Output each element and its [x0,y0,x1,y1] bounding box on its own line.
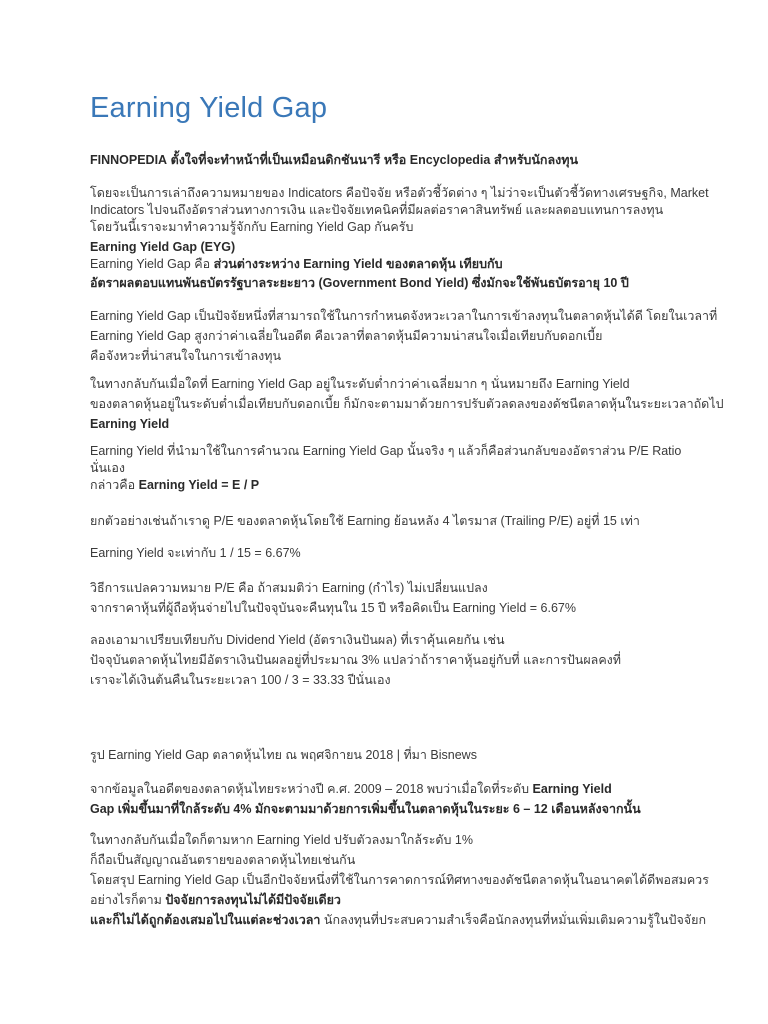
paragraph-example [90,511,690,531]
text-line [90,890,690,910]
text-line: ยกตัวอย่างเช่นถ้าเราดู P/E ของตลาดหุ้นโดยใช้ Earning ย้อนหลัง 4 ไตรมาส (Trailing P/E) อยู่ที่ 15 เท่า [90,514,640,528]
text-line: ก็ถือเป็นสัญญาณอันตรายของตลาดหุ้นไทยเช่นกัน [90,853,356,867]
bold-span: และก็ไม่ได้ถูกต้องเสมอไปในแต่ละช่วงเวลา [90,913,321,927]
text-line [90,779,690,799]
text-line: ปัจจุบันตลาดหุ้นไทยมีอัตราเงินปันผลอยู่ที่ประมาณ 3% แปลว่าถ้าราคาหุ้นอยู่กับที่ และการปันผลคงที่ [90,653,622,667]
text-span: นักลงทุนที่ประสบความสำเร็จคือนักลงทุนที่หมั่นเพิ่มเติมความรู้ในปัจจัยก [320,913,707,927]
text-span: อย่างไรก็ตาม [90,893,166,907]
paragraph-interpretation [90,578,690,618]
figure-caption [90,745,690,765]
brand-name: FINNOPEDIA [90,153,168,167]
text-line: โดยจะเป็นการเล่าถึงความหมายของ Indicators คือปัจจัย หรือตัวชี้วัดต่าง ๆ ไม่ว่าจะเป็นตัวชี้วัดทางเศรษฐกิจ, Market [90,186,709,200]
text-line: เราจะได้เงินต้นคืนในระยะเวลา 100 / 3 = 33.33 ปีนั่นเอง [90,673,391,687]
text-line: Earning Yield Gap เป็นปัจจัยหนึ่งที่สามารถใช้ในการกำหนดจังหวะเวลาในการเข้าลงทุนในตลาดหุ้นได้ดี โดยในเวลาที่ [90,309,718,323]
paragraph-result [90,543,690,563]
text-line: ลองเอามาเปรียบเทียบกับ Dividend Yield (อัตราเงินปันผล) ที่เราคุ้นเคยกัน เช่น [90,633,505,647]
text-line: นั่นเอง [90,461,125,475]
paragraph-indicators [90,183,709,237]
formula: Earning Yield = E / P [138,478,260,492]
bold-line: Gap เพิ่มขึ้นมาที่ใกล้ระดับ 4% มักจะตามมาด้วยการเพิ่มขึ้นในตลาดหุ้นในระยะ 6 – 12 เดือนหลังจากนั้น [90,802,641,816]
bold-line: อัตราผลตอบแทนพันธบัตรรัฐบาลระยะยาว (Government Bond Yield) ซึ่งมักจะใช้พันธบัตรอายุ 10 ปี [90,276,629,290]
bold-line: Earning Yield [90,417,170,431]
text-line: ในทางกลับกันเมื่อใดก็ตามหาก Earning Yield ปรับตัวลงมาใกล้ระดับ 1% [90,833,474,847]
paragraph-dividend [90,630,690,690]
caption-line: รูป Earning Yield Gap ตลาดหุ้นไทย ณ พฤศจิกายน 2018 | ที่มา Bisnews [90,748,477,762]
bold-span: Earning Yield [532,782,612,796]
bold-span: ส่วนต่างระหว่าง Earning Yield ของตลาดหุ้น เทียบกับ [213,257,503,271]
text-line: จากราคาหุ้นที่ผู้ถือหุ้นจ่ายไปในปัจจุบันจะคืนทุนใน 15 ปี หรือคิดเป็น Earning Yield = 6.67% [90,601,576,615]
text-line: ของตลาดหุ้นอยู่ในระดับต่ำเมื่อเทียบกับดอกเบี้ย ก็มักจะตามมาด้วยการปรับตัวลดลงของดัชนีตลาดหุ้นในระยะเวลาถัดไป [90,397,724,411]
paragraph-conclusion [90,830,709,930]
paragraph-eyg-definition [90,237,690,293]
text-span: Earning Yield Gap คือ [90,257,214,271]
text-line: Earning Yield ที่นำมาใช้ในการคำนวณ Earning Yield Gap นั้นจริง ๆ แล้วก็คือส่วนกลับของอัตราส่วน P/E Ratio [90,444,682,458]
text-line: โดยวันนี้เราจะมาทำความรู้จักกับ Earning Yield Gap กันครับ [90,220,414,234]
text-line: ในทางกลับกันเมื่อใดที่ Earning Yield Gap อยู่ในระดับต่ำกว่าค่าเฉลี่ยมาก ๆ นั่นหมายถึง Earning Yield [90,377,630,391]
paragraph-calculation [90,441,690,495]
text-line: คือจังหวะที่น่าสนใจในการเข้าลงทุน [90,349,282,363]
text-line [90,475,690,495]
intro-paragraph [90,150,690,170]
text-line [90,910,707,930]
section-heading: Earning Yield Gap (EYG) [90,240,236,254]
text-line: Earning Yield Gap สูงกว่าค่าเฉลี่ยในอดีต คือเวลาที่ตลาดหุ้นมีความน่าสนใจเมื่อเทียบกับดอกเบี้ย [90,329,603,343]
text-line [90,254,690,274]
text-line: Indicators ไปจนถึงอัตราส่วนทางการเงิน และปัจจัยเทคนิคที่มีผลต่อราคาสินทรัพย์ และผลตอบแทนการลงทุน [90,203,664,217]
bold-span: ปัจจัยการลงทุนไม่ได้มีปัจจัยเดียว [165,893,341,907]
page-title: Earning Yield Gap [90,92,328,124]
paragraph-history [90,779,690,819]
paragraph-low-gap [90,374,724,434]
tagline: ตั้งใจที่จะทำหน้าที่เป็นเหมือนดิกชันนารี หรือ Encyclopedia สำหรับนักลงทุน [170,153,579,167]
text-line: โดยสรุป Earning Yield Gap เป็นอีกปัจจัยหนึ่งที่ใช้ในการคาดการณ์ทิศทางของดัชนีตลาดหุ้นในอนาคตได้ดีพอสมควร [90,873,709,887]
text-line: วิธีการแปลความหมาย P/E คือ ถ้าสมมติว่า Earning (กำไร) ไม่เปลี่ยนแปลง [90,581,488,595]
text-span: กล่าวคือ [90,478,139,492]
paragraph-timing [90,306,718,366]
text-span: จากข้อมูลในอดีตของตลาดหุ้นไทยระหว่างปี ค.ศ. 2009 – 2018 พบว่าเมื่อใดที่ระดับ [90,782,533,796]
text-line: Earning Yield จะเท่ากับ 1 / 15 = 6.67% [90,546,301,560]
intro-line [90,150,690,170]
